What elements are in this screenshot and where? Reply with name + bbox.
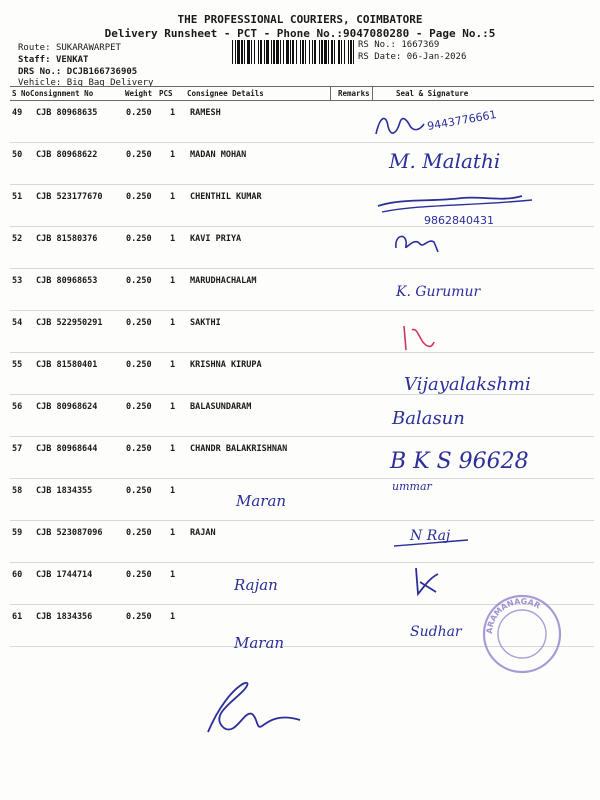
cell-sno: 60 xyxy=(12,570,23,580)
route-line xyxy=(18,43,121,53)
cell-consignee: RAJAN xyxy=(190,528,216,538)
cell-consignment: CJB 80968644 xyxy=(36,444,98,454)
consignee-handwritten-row-60-text: Rajan xyxy=(234,576,278,594)
signature-row-53-text: K. Gurumur xyxy=(396,284,481,300)
runsheet-subtitle: Delivery Runsheet - PCT - Phone No.:9047080280 - Page No.:5 xyxy=(104,27,496,40)
cell-consignee: CHENTHIL KUMAR xyxy=(190,192,262,202)
cell-sno: 61 xyxy=(12,612,23,622)
cell-consignment: CJB 81580376 xyxy=(36,234,98,244)
rs-date-label: RS Date: xyxy=(358,52,402,62)
cell-consignment: CJB 81580401 xyxy=(36,360,98,370)
barcode-bar xyxy=(273,40,275,64)
drs-value: DCJB166736905 xyxy=(66,67,138,77)
barcode-bar xyxy=(331,40,333,64)
route-value: SUKARAWARPET xyxy=(55,43,121,53)
barcode-bar xyxy=(286,40,289,64)
barcode-bar xyxy=(260,40,262,64)
signature-row-55-text: Vijayalakshmi xyxy=(404,374,531,395)
cell-consignment: CJB 80968624 xyxy=(36,402,98,412)
signature-row-59 xyxy=(392,522,472,554)
signature-row-54 xyxy=(398,320,438,354)
seal-stamp-text: ARAMANAGAR xyxy=(484,596,542,635)
barcode-bar xyxy=(292,40,294,64)
vehicle-value: Big Bag Delivery xyxy=(66,78,154,88)
signature-row-61 xyxy=(406,614,486,644)
staff-line xyxy=(18,55,88,65)
col-header-weight: Weight xyxy=(125,89,153,98)
staff-value: VENKAT xyxy=(55,55,89,65)
route-label: Route: xyxy=(18,43,51,53)
cell-consignment: CJB 522950291 xyxy=(36,318,103,328)
barcode-bar xyxy=(348,40,349,64)
barcode-bar xyxy=(314,40,316,64)
cell-sno: 53 xyxy=(12,276,23,286)
signature-row-59-text: N Raj xyxy=(410,528,451,544)
cell-pcs: 1 xyxy=(170,276,176,286)
barcode-bar xyxy=(324,40,327,64)
consignee-handwritten-row-58 xyxy=(232,486,322,514)
cell-weight: 0.250 xyxy=(126,150,152,160)
barcode-bar xyxy=(280,40,281,64)
row-rule xyxy=(10,268,594,269)
barcode xyxy=(232,40,354,64)
signature-row-52 xyxy=(390,226,450,256)
cell-sno: 58 xyxy=(12,486,23,496)
barcode-bar xyxy=(319,40,320,64)
barcode-bar xyxy=(328,40,329,64)
col-header-consignment: Consignment No xyxy=(30,89,94,98)
consignee-handwritten-row-58-text: Maran xyxy=(236,492,287,510)
consignee-handwritten-row-60 xyxy=(230,566,310,600)
header-top-rule xyxy=(10,86,594,87)
cell-weight: 0.250 xyxy=(126,108,152,118)
col-header-remarks: Remarks xyxy=(338,89,370,98)
signature-row-61-text: Sudhar xyxy=(410,624,462,640)
cell-pcs: 1 xyxy=(170,192,176,202)
signature-row-57-text: B K S 96628 xyxy=(390,449,529,474)
barcode-bar xyxy=(296,40,297,64)
barcode-bar xyxy=(237,40,240,64)
signature-row-49-phone: 9443776661 xyxy=(426,107,498,133)
cell-consignment: CJB 1834356 xyxy=(36,612,93,622)
cell-sno: 56 xyxy=(12,402,23,412)
barcode-bar xyxy=(350,40,352,64)
barcode-bar xyxy=(232,40,233,64)
signature-row-60 xyxy=(408,564,444,598)
cell-weight: 0.250 xyxy=(126,528,152,538)
cell-sno: 52 xyxy=(12,234,23,244)
col-header-signature: Seal & Signature xyxy=(396,89,469,98)
row-rule xyxy=(10,352,594,353)
barcode-bar xyxy=(305,40,306,64)
signature-row-50-text: M. Malathi xyxy=(389,149,501,173)
row-rule xyxy=(10,436,594,437)
barcode-bar xyxy=(254,40,255,64)
col-header-consignee: Consignee Details xyxy=(187,89,264,98)
cell-pcs: 1 xyxy=(170,528,176,538)
barcode-bar xyxy=(235,40,236,64)
barcode-bar xyxy=(283,40,284,64)
cell-weight: 0.250 xyxy=(126,612,152,622)
seal-stamp xyxy=(480,592,564,676)
barcode-bar xyxy=(302,40,304,64)
row-rule xyxy=(10,310,594,311)
signature-row-57-sub: ummar xyxy=(392,480,432,493)
cell-sno: 57 xyxy=(12,444,23,454)
barcode-bar xyxy=(344,40,345,64)
cell-consignee: KAVI PRIYA xyxy=(190,234,242,244)
signature-row-55 xyxy=(400,366,560,400)
col-divider xyxy=(372,86,373,100)
cell-weight: 0.250 xyxy=(126,318,152,328)
cell-pcs: 1 xyxy=(170,402,176,412)
barcode-bar xyxy=(266,40,269,64)
cell-weight: 0.250 xyxy=(126,486,152,496)
vehicle-label: Vehicle: xyxy=(18,78,62,88)
barcode-bar xyxy=(321,40,323,64)
cell-sno: 54 xyxy=(12,318,23,328)
signature-row-50 xyxy=(385,144,525,178)
cell-sno: 49 xyxy=(12,108,23,118)
col-header-sno: S No xyxy=(12,89,31,98)
cell-pcs: 1 xyxy=(170,234,176,244)
cell-pcs: 1 xyxy=(170,486,176,496)
cell-pcs: 1 xyxy=(170,570,176,580)
drs-label: DRS No.: xyxy=(18,67,62,77)
cell-pcs: 1 xyxy=(170,318,176,328)
company-title: THE PROFESSIONAL COURIERS, COIMBATORE xyxy=(177,13,423,26)
barcode-bar xyxy=(251,40,252,64)
cell-consignee: RAMESH xyxy=(190,108,221,118)
cell-consignment: CJB 80968635 xyxy=(36,108,98,118)
cell-weight: 0.250 xyxy=(126,276,152,286)
barcode-bar xyxy=(241,40,243,64)
barcode-bar xyxy=(258,40,259,64)
barcode-bar xyxy=(290,40,291,64)
cell-sno: 59 xyxy=(12,528,23,538)
cell-consignee: MARUDHACHALAM xyxy=(190,276,257,286)
signature-row-51-phone: 9862840431 xyxy=(424,214,494,227)
signature-row-53 xyxy=(392,276,532,304)
rs-no-line xyxy=(358,40,439,50)
barcode-bar xyxy=(300,40,301,64)
cell-consignment: CJB 523177670 xyxy=(36,192,103,202)
header-bottom-rule xyxy=(10,100,594,101)
cell-consignee: MADAN MOHAN xyxy=(190,150,247,160)
rs-no-value: 1667369 xyxy=(401,40,440,50)
barcode-bar xyxy=(334,40,335,64)
cell-consignee: CHANDR BALAKRISHNAN xyxy=(190,444,288,454)
rs-no-label: RS No.: xyxy=(358,40,396,50)
cell-consignment: CJB 523087096 xyxy=(36,528,103,538)
cell-weight: 0.250 xyxy=(126,192,152,202)
cell-weight: 0.250 xyxy=(126,360,152,370)
cell-pcs: 1 xyxy=(170,612,176,622)
cell-pcs: 1 xyxy=(170,444,176,454)
cell-sno: 55 xyxy=(12,360,23,370)
cell-consignee: BALASUNDARAM xyxy=(190,402,252,412)
cell-consignment: CJB 1834355 xyxy=(36,486,93,496)
barcode-bar xyxy=(276,40,279,64)
barcode-bar xyxy=(353,40,354,64)
staff-label: Staff: xyxy=(18,55,51,65)
rs-date-value: 06-Jan-2026 xyxy=(406,52,467,62)
barcode-bar xyxy=(312,40,313,64)
cell-weight: 0.250 xyxy=(126,402,152,412)
signature-row-49 xyxy=(370,106,530,146)
cell-weight: 0.250 xyxy=(126,444,152,454)
cell-pcs: 1 xyxy=(170,360,176,370)
barcode-bar xyxy=(244,40,245,64)
cell-pcs: 1 xyxy=(170,150,176,160)
cell-consignee: SAKTHI xyxy=(190,318,221,328)
cell-consignee: KRISHNA KIRUPA xyxy=(190,360,262,370)
cell-weight: 0.250 xyxy=(126,570,152,580)
drs-line xyxy=(18,67,137,77)
barcode-bar xyxy=(271,40,272,64)
row-rule xyxy=(10,520,594,521)
barcode-bar xyxy=(247,40,250,64)
staff-signature xyxy=(200,670,310,750)
row-rule xyxy=(10,562,594,563)
cell-sno: 51 xyxy=(12,192,23,202)
consignee-handwritten-row-61-text: Maran xyxy=(234,634,285,652)
col-divider xyxy=(330,86,331,100)
signature-row-51 xyxy=(372,184,562,228)
col-header-pcs: PCS xyxy=(159,89,173,98)
barcode-bar xyxy=(341,40,342,64)
consignee-handwritten-row-61 xyxy=(230,626,320,656)
signature-row-57 xyxy=(388,438,598,496)
cell-weight: 0.250 xyxy=(126,234,152,244)
barcode-bar xyxy=(338,40,340,64)
signature-row-56 xyxy=(388,400,498,432)
cell-sno: 50 xyxy=(12,150,23,160)
cell-consignment: CJB 80968653 xyxy=(36,276,98,286)
rs-date-line xyxy=(358,52,466,62)
cell-consignment: CJB 80968622 xyxy=(36,150,98,160)
cell-consignment: CJB 1744714 xyxy=(36,570,93,580)
signature-row-56-text: Balasun xyxy=(392,408,465,429)
barcode-bar xyxy=(264,40,265,64)
cell-pcs: 1 xyxy=(170,108,176,118)
barcode-bar xyxy=(309,40,310,64)
